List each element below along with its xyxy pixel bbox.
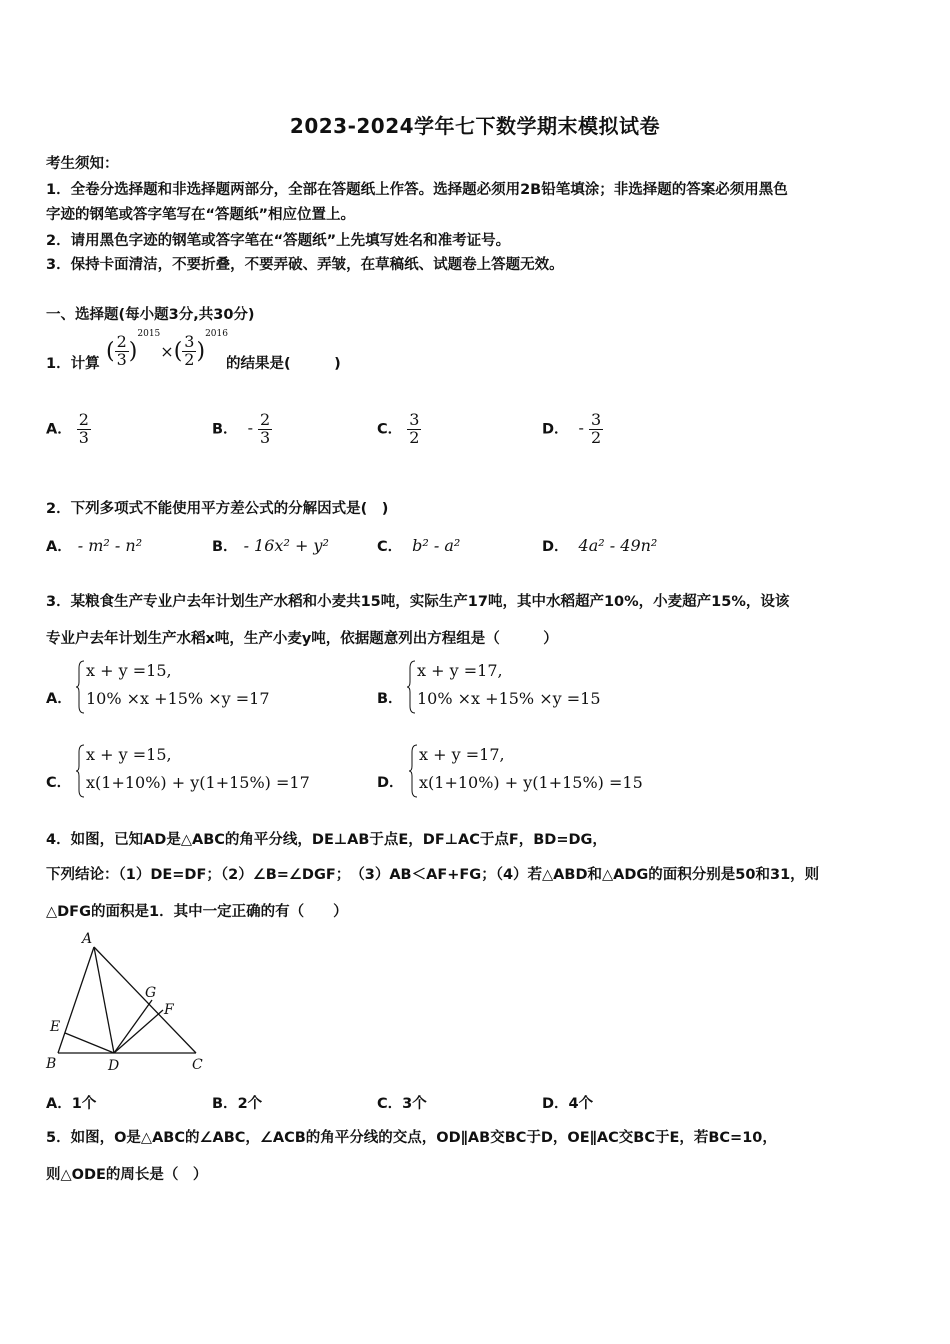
q1-option-a[interactable]: A． $\frac{2}{3}$: [46, 410, 89, 447]
q3-option-b-label[interactable]: B．: [377, 691, 403, 707]
q1-prefix: 1．计算: [46, 356, 100, 372]
q2-option-c[interactable]: C． b² - a²: [377, 536, 461, 555]
q3-option-c-eq2: x(1+10%) + y(1+15%) =17: [86, 773, 310, 792]
notice-heading: 考生须知：: [46, 156, 119, 172]
label-e: E: [50, 1019, 61, 1035]
notice-item: 2．请用黑色字迹的钢笔或答字笔在“答题纸”上先填写姓名和准考证号。: [46, 233, 511, 249]
q1-option-d[interactable]: D． - $\frac{3}{2}$: [542, 410, 602, 447]
q2-stem: 2．下列多项式不能使用平方差公式的分解因式是( ): [46, 501, 389, 517]
q1-f2-den: 2: [184, 350, 195, 369]
q1-exp1: 2015: [137, 329, 161, 339]
notice-item: 3．保持卡面清洁，不要折叠，不要弄破、弄皱，在草稿纸、试题卷上答题无效。: [46, 257, 564, 273]
q1-option-c[interactable]: C． $\frac{3}{2}$: [377, 410, 420, 447]
label-g: G: [145, 985, 157, 1001]
q2-option-a[interactable]: A． - m² - n²: [46, 536, 143, 555]
q3-option-a-brace: [76, 660, 86, 714]
q3-stem: 3．某粮食生产专业户去年计划生产水稻和小麦共15吨，实际生产17吨，其中水稻超产10%，小麦超产15%，设该: [46, 594, 790, 610]
segment-df: [114, 1010, 163, 1053]
q3-option-c-brace: [76, 744, 86, 798]
q1-option-b[interactable]: B． - $\frac{2}{3}$: [212, 410, 271, 447]
notice-item: 字迹的钢笔或答字笔写在“答题纸”相应位置上。: [46, 207, 356, 223]
q3-option-b-brace: [407, 660, 417, 714]
q4-stem: 4．如图，已知AD是△ABC的角平分线，DE⊥AB于点E，DF⊥AC于点F，BD=DG，: [46, 832, 607, 848]
q3-option-b-eq1: x + y =17,: [417, 661, 503, 680]
q3-option-a-eq1: x + y =15,: [86, 661, 172, 680]
q3-option-d-brace: [409, 744, 419, 798]
q1-f1-num: 2: [116, 332, 127, 352]
notice-item: 1．全卷分选择题和非选择题两部分，全部在答题纸上作答。选择题必须用2B铅笔填涂；非选择题的答案必须用黑色: [46, 182, 788, 198]
q3-stem: 专业户去年计划生产水稻x吨，生产小麦y吨，依据题意列出方程组是（ ）: [46, 631, 558, 647]
q3-option-d-eq2: x(1+10%) + y(1+15%) =15: [419, 773, 643, 792]
q3-option-c-label[interactable]: C．: [46, 775, 72, 791]
q3-option-b-eq2: 10% ×x +15% ×y =15: [417, 689, 601, 708]
q4-option-a[interactable]: A．1个: [46, 1096, 97, 1112]
q1-expression: ( $\frac{2}{3}$ )$^{2015}$×( $\frac{3}{2}$ )$^{2016}$: [106, 329, 228, 369]
q1-exp2: 2016: [205, 329, 228, 339]
q2-option-b[interactable]: B． - 16x² + y²: [212, 536, 329, 555]
q3-option-d-label[interactable]: D．: [377, 775, 404, 791]
q5-stem: 则△ODE的周长是（ ）: [46, 1167, 208, 1183]
segment-de: [65, 1033, 114, 1053]
page-title: 2023-2024学年七下数学期末模拟试卷: [289, 114, 661, 138]
q5-stem: 5．如图，O是△ABC的∠ABC，∠ACB的角平分线的交点，OD∥AB交BC于D，OE∥AC交BC于E，若BC=10，: [46, 1130, 777, 1146]
section-heading: 一、选择题(每小题3分,共30分): [46, 307, 255, 323]
segment-dg: [114, 1000, 152, 1053]
label-b: B: [46, 1056, 57, 1072]
q4-option-d[interactable]: D．4个: [542, 1096, 594, 1112]
segment-ad: [94, 947, 114, 1053]
label-f: F: [164, 1002, 174, 1018]
q1-f2-num: 3: [184, 332, 195, 352]
q3-option-a-label[interactable]: A．: [46, 691, 72, 707]
q3-option-d-eq1: x + y =17,: [419, 745, 505, 764]
q3-option-a-eq2: 10% ×x +15% ×y =17: [86, 689, 270, 708]
q4-triangle-figure: [44, 928, 214, 1076]
q4-stem: 下列结论：（1）DE=DF；（2）∠B=∠DGF； （3）AB＜AF+FG；（4）若△ABD和△ADG的面积分别是50和31，则: [46, 867, 820, 883]
q1-f1-den: 3: [116, 350, 127, 369]
label-c: C: [192, 1057, 203, 1073]
q4-option-b[interactable]: B．2个: [212, 1096, 263, 1112]
label-a: A: [82, 931, 93, 947]
q2-option-d[interactable]: D． 4a² - 49n²: [542, 536, 658, 555]
q4-stem: △DFG的面积是1．其中一定正确的有（ ）: [46, 904, 348, 920]
q3-option-c-eq1: x + y =15,: [86, 745, 172, 764]
q1-times: ×: [160, 342, 174, 361]
label-d: D: [108, 1058, 120, 1074]
q4-option-c[interactable]: C．3个: [377, 1096, 427, 1112]
q1-suffix: 的结果是( ): [226, 356, 341, 372]
